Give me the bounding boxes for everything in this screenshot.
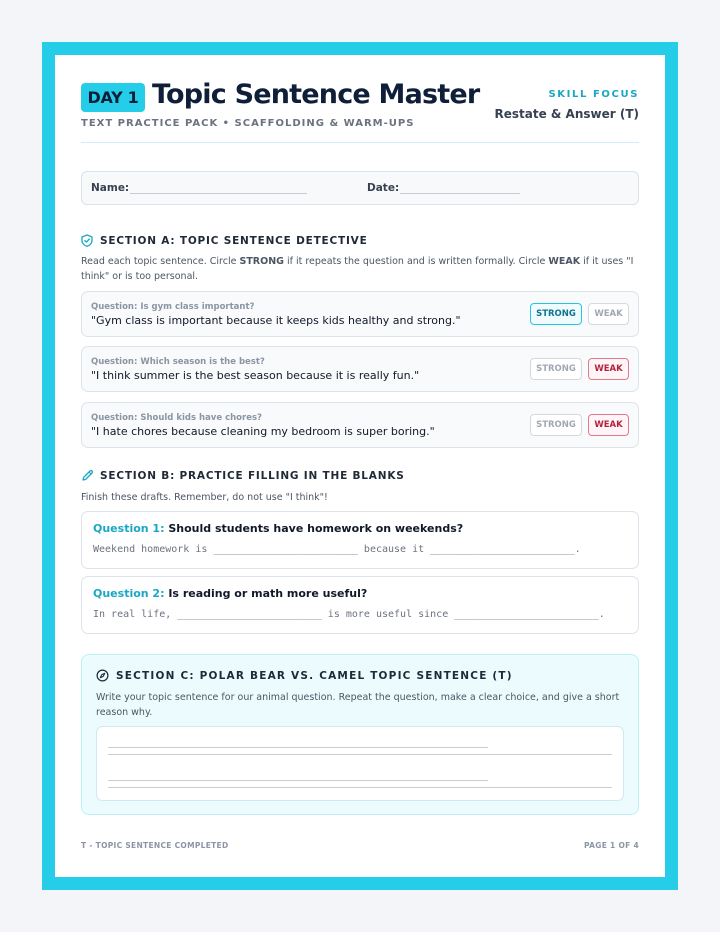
worksheet-header [81,79,639,143]
page-number: PAGE 1 OF 4 [584,841,639,850]
skill-focus-label: SKILL FOCUS [548,89,639,100]
instructions-strong-word: STRONG [239,256,284,267]
section-a-instructions [81,254,639,284]
section-b-instructions: Finish these drafts. Remember, do not use "I think"! [81,492,328,503]
footer-left-text: T - TOPIC SENTENCE COMPLETED [81,841,229,850]
instructions-text: Read each topic sentence. Circle [81,256,240,267]
writing-line [108,754,612,755]
section-c-card [81,654,639,815]
detective-sentence: "Gym class is important because it keeps kids healthy and strong." [91,314,461,327]
strong-button[interactable]: STRONG [530,414,582,436]
writing-line [108,747,488,748]
instructions-weak-word: WEAK [548,256,581,267]
worksheet-page [55,55,665,877]
fill-blank-question [93,522,463,535]
detective-sentence: "I hate chores because cleaning my bedroom is super boring." [91,425,435,438]
weak-button[interactable]: WEAK [588,303,629,325]
detective-question: Question: Which season is the best? [91,357,265,367]
strong-button[interactable]: STRONG [530,303,582,325]
name-field[interactable] [130,193,307,194]
fill-blank-item [81,576,639,634]
writing-box[interactable] [96,726,624,801]
weak-button[interactable]: WEAK [588,414,629,436]
section-c-instructions: Write your topic sentence for our animal question. Repeat the question, make a clear choice, and give a short reason why. [96,692,620,718]
day-badge: DAY 1 [81,83,145,112]
fill-blank-template[interactable]: Weekend homework is ________________________ because it ________________________. [93,544,581,555]
strong-button[interactable]: STRONG [530,358,582,380]
compass-icon [96,669,109,682]
name-label: Name: [91,182,130,194]
writing-line [108,787,612,788]
skill-focus-value: Restate & Answer (T) [494,107,639,121]
page-subtitle: TEXT PRACTICE PACK • SCAFFOLDING & WARM-UPS [81,118,415,129]
date-field[interactable] [400,193,520,194]
detective-sentence: "I think summer is the best season because it is really fun." [91,369,420,382]
detective-question: Question: Is gym class important? [91,302,255,312]
question-number: Question 1: [93,522,165,535]
section-a-title: SECTION A: TOPIC SENTENCE DETECTIVE [100,235,368,247]
section-b-title: SECTION B: PRACTICE FILLING IN THE BLANKS [100,470,405,482]
question-number: Question 2: [93,587,165,600]
detective-item [81,402,639,448]
fill-blank-template[interactable]: In real life, ________________________ is more useful since ________________________. [93,609,605,620]
detective-question: Question: Should kids have chores? [91,413,262,423]
instructions-text: if it uses "I think" or is too personal. [81,256,634,282]
shield-check-icon [81,234,93,247]
fill-blank-item [81,511,639,569]
detective-item [81,291,639,337]
writing-line [108,780,488,781]
question-text: Should students have homework on weekends? [168,522,464,535]
page-title: Topic Sentence Master [152,79,480,110]
fill-blank-question [93,587,367,600]
detective-item [81,346,639,392]
name-date-box [81,171,639,205]
instructions-text: if it repeats the question and is written formally. Circle [283,256,549,267]
pencil-icon [81,469,94,482]
question-text: Is reading or math more useful? [168,587,368,600]
date-label: Date: [367,182,400,194]
section-c-title: SECTION C: POLAR BEAR VS. CAMEL TOPIC SENTENCE (T) [116,670,513,682]
weak-button[interactable]: WEAK [588,358,629,380]
